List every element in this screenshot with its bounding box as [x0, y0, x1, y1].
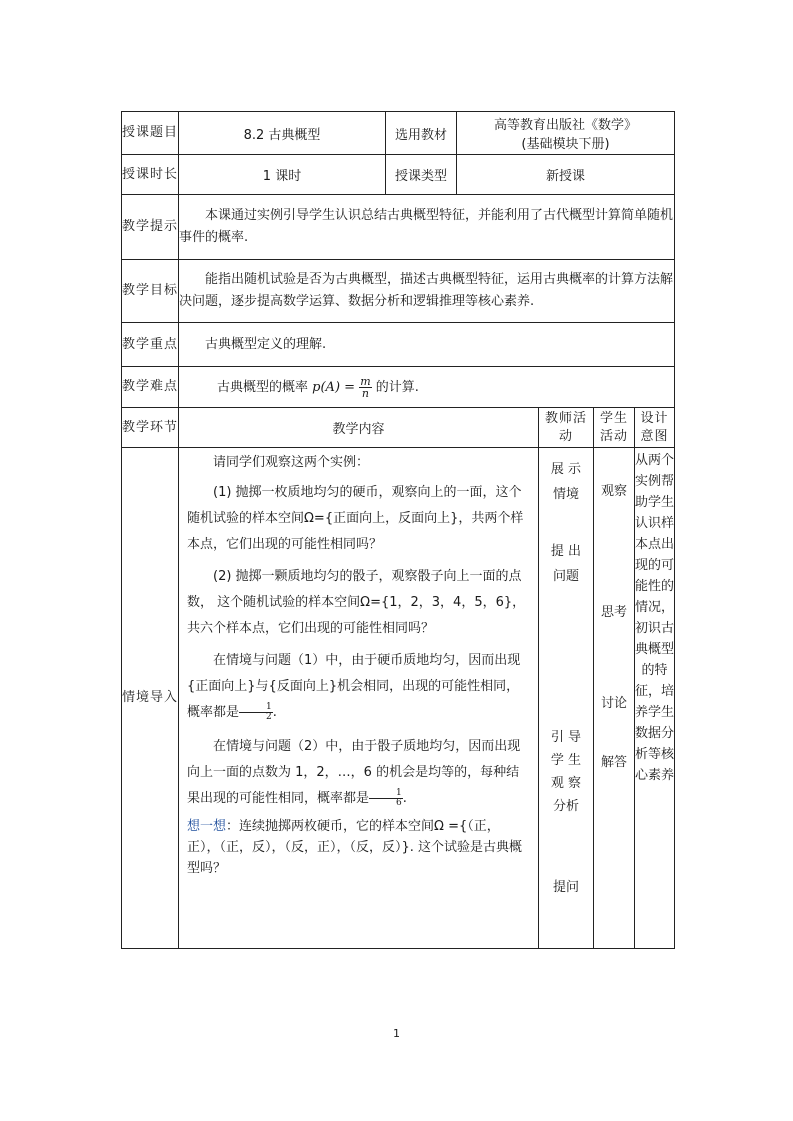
intro-teacher-activity	[539, 448, 594, 949]
hint-text: 本课通过实例引导学生认识总结古典概型特征，并能利用了古代概型计算简单随机事件的概率.	[179, 195, 675, 260]
material-line2: (基础模块下册)	[521, 137, 610, 152]
difficulty-row	[122, 367, 675, 408]
difficulty-prefix: 古典概型的概率	[217, 379, 309, 395]
difficulty-label: 教学难点	[122, 367, 179, 408]
fraction-one-half: $\frac{1}{2}$	[239, 703, 273, 722]
teacher-item: 引 导	[550, 730, 582, 745]
think-text: ：连续抛掷两枚硬币，它的样本空间Ω ={（正，正），（正，反），（反，正），（反，反）}. 这个试验是古典概型吗？	[187, 819, 523, 876]
teacher-item: 展 示	[550, 462, 582, 477]
duration-label: 授课时长	[122, 155, 179, 195]
intro-p5: 在情境与问题（2）中，由于骰子质地均匀，因而出现向上一面的点数为 1，2，…，6 的机会是均等的，每种结果出现的可能性相同，概率都是 $\frac{1}{6}$ .	[187, 739, 521, 808]
intro-student-activity	[594, 448, 635, 949]
fraction-m-over-n: $\frac{m}{n}$	[360, 374, 371, 400]
student-item: 解答	[600, 755, 627, 770]
hint-label: 教学提示	[122, 195, 179, 260]
teacher-item: 分析	[552, 799, 579, 814]
intro-design-intent: 从两个实例帮助学生认识样本点出现的可能性的情况，初识古典概型的特征，培养学生数据分析等核心素养	[635, 448, 675, 949]
goal-label: 教学目标	[122, 260, 179, 323]
intro-p2: (1) 抛掷一枚质地均匀的硬币，观察向上的一面，这个随机试验的样本空间Ω={正面向上，反面向上}，共两个样本点，它们出现的可能性相同吗？	[187, 485, 524, 552]
goal-row	[122, 260, 675, 323]
topic-label: 授课题目	[122, 112, 179, 155]
intro-stage-label: 情境导入	[122, 448, 179, 949]
intro-p1: 请同学们观察这两个实例：	[213, 455, 370, 470]
think-label: 想一想	[187, 819, 227, 834]
column-header-row	[122, 408, 675, 448]
material-label: 选用教材	[386, 112, 457, 155]
teacher-item: 观 察	[550, 776, 582, 791]
teacher-header: 教师活动	[539, 408, 594, 448]
hint-row	[122, 195, 675, 260]
key-row	[122, 323, 675, 367]
intro-p4: 在情境与问题（1）中，由于硬币质地均匀，因而出现{正面向上}与{反面向上}机会相同，出现的可能性相同，概率都是 $\frac{1}{2}$ .	[187, 653, 521, 722]
teacher-item: 问题	[552, 569, 579, 584]
material-line1: 高等教育出版社《数学》	[494, 118, 638, 133]
intro-think	[187, 812, 530, 879]
teacher-item: 提 出	[550, 544, 582, 559]
intro-p3: (2) 抛掷一颗质地均匀的骰子，观察骰子向上一面的点数， 这个随机试验的样本空间Ω={1，2，3，4，5，6}，共六个样本点，它们出现的可能性相同吗？	[187, 569, 526, 636]
content-header: 教学内容	[179, 408, 539, 448]
header-row-topic	[122, 112, 675, 155]
key-label: 教学重点	[122, 323, 179, 367]
student-item: 思考	[600, 605, 627, 620]
teacher-item: 情境	[552, 487, 579, 502]
type-value: 新授课	[457, 155, 675, 195]
teacher-item: 提问	[552, 880, 579, 895]
header-row-duration	[122, 155, 675, 195]
lesson-plan-table	[121, 111, 675, 949]
stage-header: 教学环节	[122, 408, 179, 448]
goal-text: 能指出随机试验是否为古典概型，描述古典概型特征，运用古典概率的计算方法解决问题，逐步提高数学运算、数据分析和逻辑推理等核心素养.	[179, 260, 675, 323]
difficulty-text	[179, 367, 675, 408]
design-header: 设计意图	[635, 408, 675, 448]
duration-value: 1 课时	[179, 155, 386, 195]
student-item: 讨论	[600, 696, 627, 711]
student-item: 观察	[600, 484, 627, 499]
difficulty-suffix: 的计算.	[375, 379, 419, 395]
fraction-one-sixth: $\frac{1}{6}$	[369, 789, 403, 808]
key-text: 古典概型定义的理解.	[179, 323, 675, 367]
student-header: 学生活动	[594, 408, 635, 448]
material-cell	[457, 112, 675, 155]
intro-content	[179, 448, 539, 949]
intro-row	[122, 448, 675, 949]
probability-formula: p(A) =	[312, 379, 356, 395]
type-label: 授课类型	[386, 155, 457, 195]
teacher-item: 学 生	[550, 753, 582, 768]
topic-title: 8.2 古典概型	[179, 112, 386, 155]
page-number: 1	[393, 1027, 400, 1040]
